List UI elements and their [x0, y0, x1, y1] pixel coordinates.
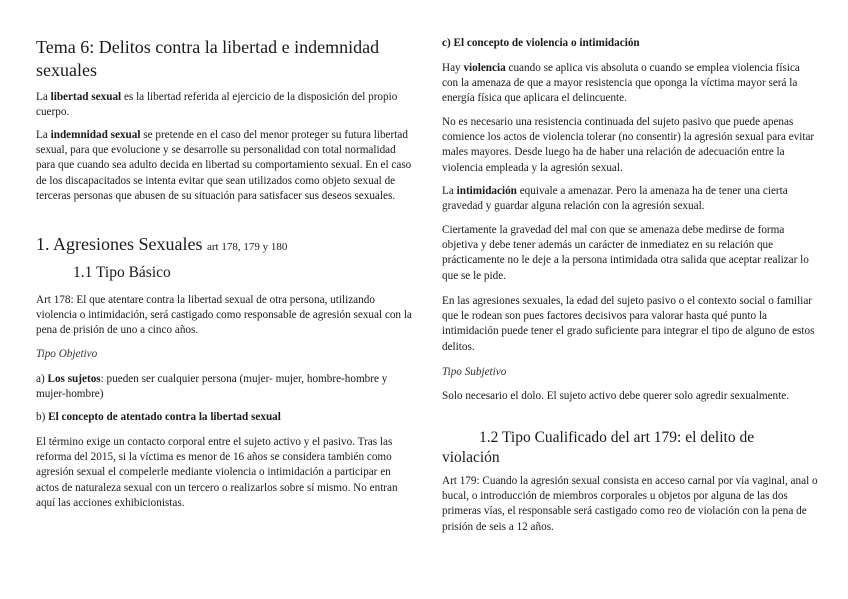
paragraph-art-178: Art 178: El que atentare contra la libertad sexual de otra persona, utilizando violencia o intimidación, será castigado como responsable de agresión sexual con la pena de prisión de uno a cinco años.	[36, 294, 412, 337]
section-heading-agresiones: 1. Agresiones Sexuales art 178, 179 y 180	[36, 234, 288, 254]
paragraph-violencia: Hay violencia cuando se aplica vis absoluta o cuando se emplea violencia física con la amenaza de que a mayor resistencia que oponga la víctima mayor será la energía física que aplicara el delincuente.	[442, 62, 800, 105]
paragraph-gravedad-mal: Ciertamente la gravedad del mal con que se amenaza debe medirse de forma objetiva y debe tener además un carácter de inmediatez en su relación que prácticamente no le deje a la persona intimidada otra salida que aceptar realizar lo que se le pide.	[442, 224, 809, 282]
paragraph-concepto-atentado: b) El concepto de atentado contra la libertad sexual	[36, 411, 281, 423]
paragraph-edad-sujeto: En las agresiones sexuales, la edad del sujeto pasivo o el contexto social o familiar que le rodean son pues factores decisivos para valorar hasta qué punto la intimidación puede tener el grado suficiente para integrar el tipo de alguno de estos delitos.	[442, 295, 815, 353]
section-article-reference: art 178, 179 y 180	[206, 241, 288, 253]
paragraph-libertad-sexual: La libertad sexual es la libertad referida al ejercicio de la disposición del propio cuerpo.	[36, 91, 398, 119]
paragraph-intimidacion: La intimidación equivale a amenazar. Pero la amenaza ha de tener una cierta gravedad y guardar alguna relación con la agresión sexual.	[442, 185, 788, 213]
paragraph-dolo: Solo necesario el dolo. El sujeto activo debe querer solo agredir sexualmente.	[442, 390, 790, 402]
paragraph-termino-contacto: El término exige un contacto corporal entre el sujeto activo y el pasivo. Tras las reforma del 2015, si la víctima es menor de 16 años se considera también como agresión sexual el compelerle mediante violencia o intimidación a participar en actos de naturaleza sexual con un tercero o realizarlos sobre sí mismo. No entran aquí las acciones exhibicionistas.	[36, 436, 398, 509]
paragraph-resistencia: No es necesario una resistencia continuada del sujeto pasivo que puede apenas comience los actos de violencia tolerar (no consentir) la agresión sexual para evitar males mayores. Desde luego ha de haber una relación de adecuación entre la violencia empleada y la agresión sexual.	[442, 116, 815, 174]
paragraph-indemnidad-sexual: La indemnidad sexual se pretende en el caso del menor proteger su futura libertad sexual, para que evolucione y se desarrolle su personalidad con total normalidad para que cuando sea adulto decida en libertad su comportamiento sexual. En el caso de los discapacitados se intenta evitar que sean utilizados como objeto sexual de terceras personas que abusen de su situación para satisfacer sus deseos sexuales.	[36, 129, 412, 202]
label-tipo-subjetivo: Tipo Subjetivo	[442, 366, 507, 378]
paragraph-art-179: Art 179: Cuando la agresión sexual consista en acceso carnal por vía vaginal, anal o bucal, o introducción de miembros corporales u objetos por alguna de las dos primeras vías, el responsable será castigado como reo de violación con la pena de prisión de seis a 12 años.	[442, 475, 818, 533]
subsection-heading-tipo-basico: 1.1 Tipo Básico	[73, 264, 171, 281]
paragraph-los-sujetos: a) Los sujetos: pueden ser cualquier persona (mujer- mujer, hombre-hombre y mujer-hombre)	[36, 373, 388, 401]
heading-violencia-intimidacion: c) El concepto de violencia o intimidación	[442, 37, 640, 49]
document-title: Tema 6: Delitos contra la libertad e indemnidad sexuales	[36, 37, 380, 80]
subsection-heading-violacion: 1.2 Tipo Cualificado del art 179: el delito de violación	[442, 429, 755, 466]
label-tipo-objetivo: Tipo Objetivo	[36, 348, 98, 360]
